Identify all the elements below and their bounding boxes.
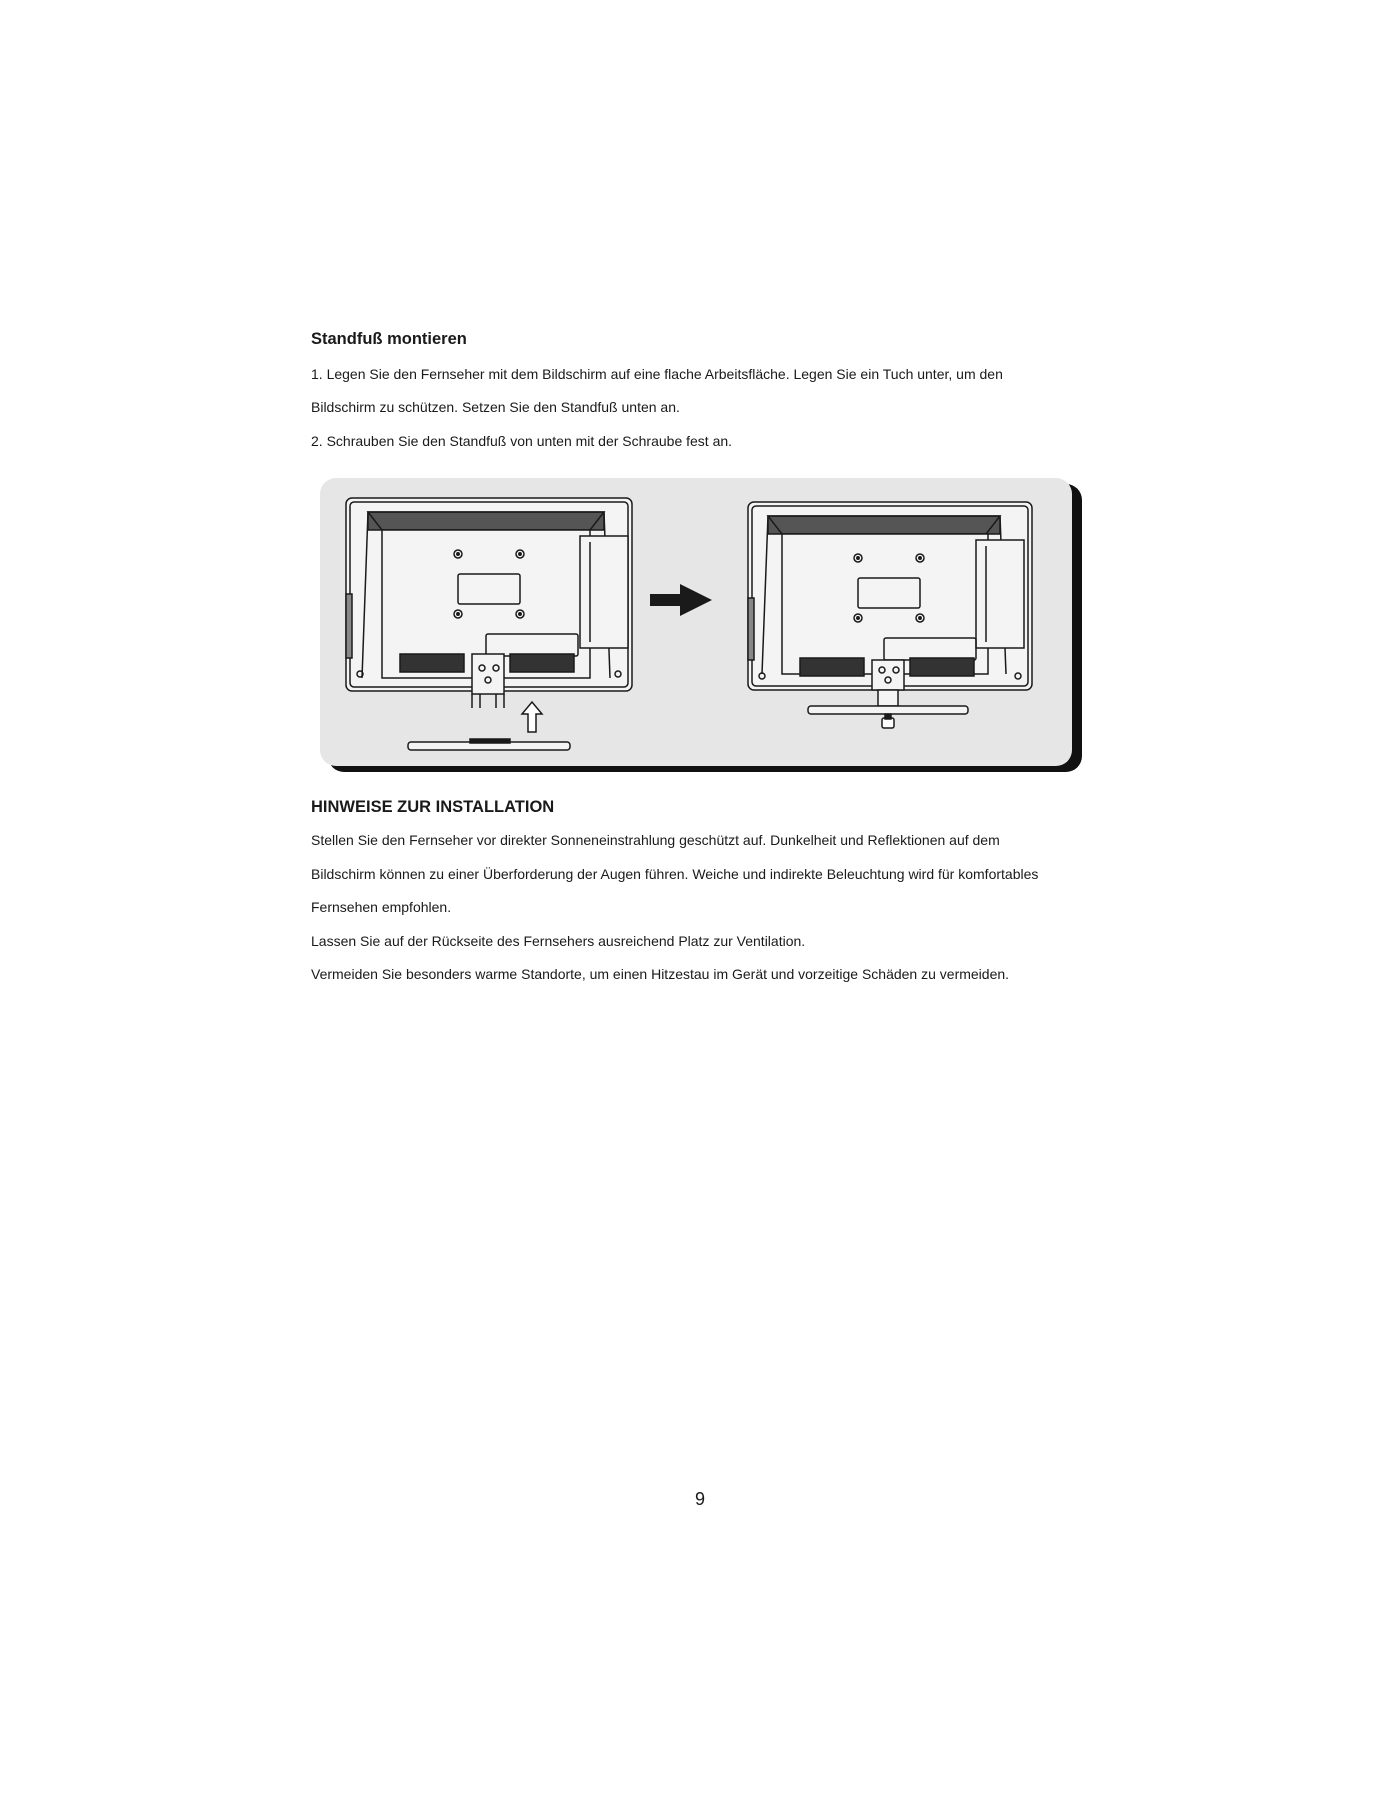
note-line-1: Stellen Sie den Fernseher vor direkter Sonneneinstrahlung geschützt auf. Dunkelheit und Reflektionen auf dem (311, 832, 1000, 848)
note-line-3: Fernsehen empfohlen. (311, 899, 452, 915)
instruction-line-1: 1. Legen Sie den Fernseher mit dem Bildschirm auf eine flache Arbeitsfläche. Legen Sie ein Tuch unter, um den (311, 366, 1003, 382)
stand-mounting-illustration (320, 478, 1084, 774)
instruction-line-2: Bildschirm zu schützen. Setzen Sie den Standfuß unten an. (311, 399, 680, 415)
note-line-2: Bildschirm können zu einer Überforderung der Augen führen. Weiche und indirekte Beleuchtung wird für komfortables (311, 866, 1039, 882)
section-heading-installation: HINWEISE ZUR INSTALLATION (311, 798, 555, 816)
instruction-line-3: 2. Schrauben Sie den Standfuß von unten mit der Schraube fest an. (311, 433, 733, 449)
note-line-5: Vermeiden Sie besonders warme Standorte, um einen Hitzestau im Gerät und vorzeitige Schäden zu vermeiden. (311, 966, 1010, 982)
section-heading-mount-stand: Standfuß montieren (311, 330, 467, 348)
note-line-4: Lassen Sie auf der Rückseite des Fernsehers ausreichend Platz zur Ventilation. (311, 933, 806, 949)
page-number: 9 (694, 1489, 705, 1509)
